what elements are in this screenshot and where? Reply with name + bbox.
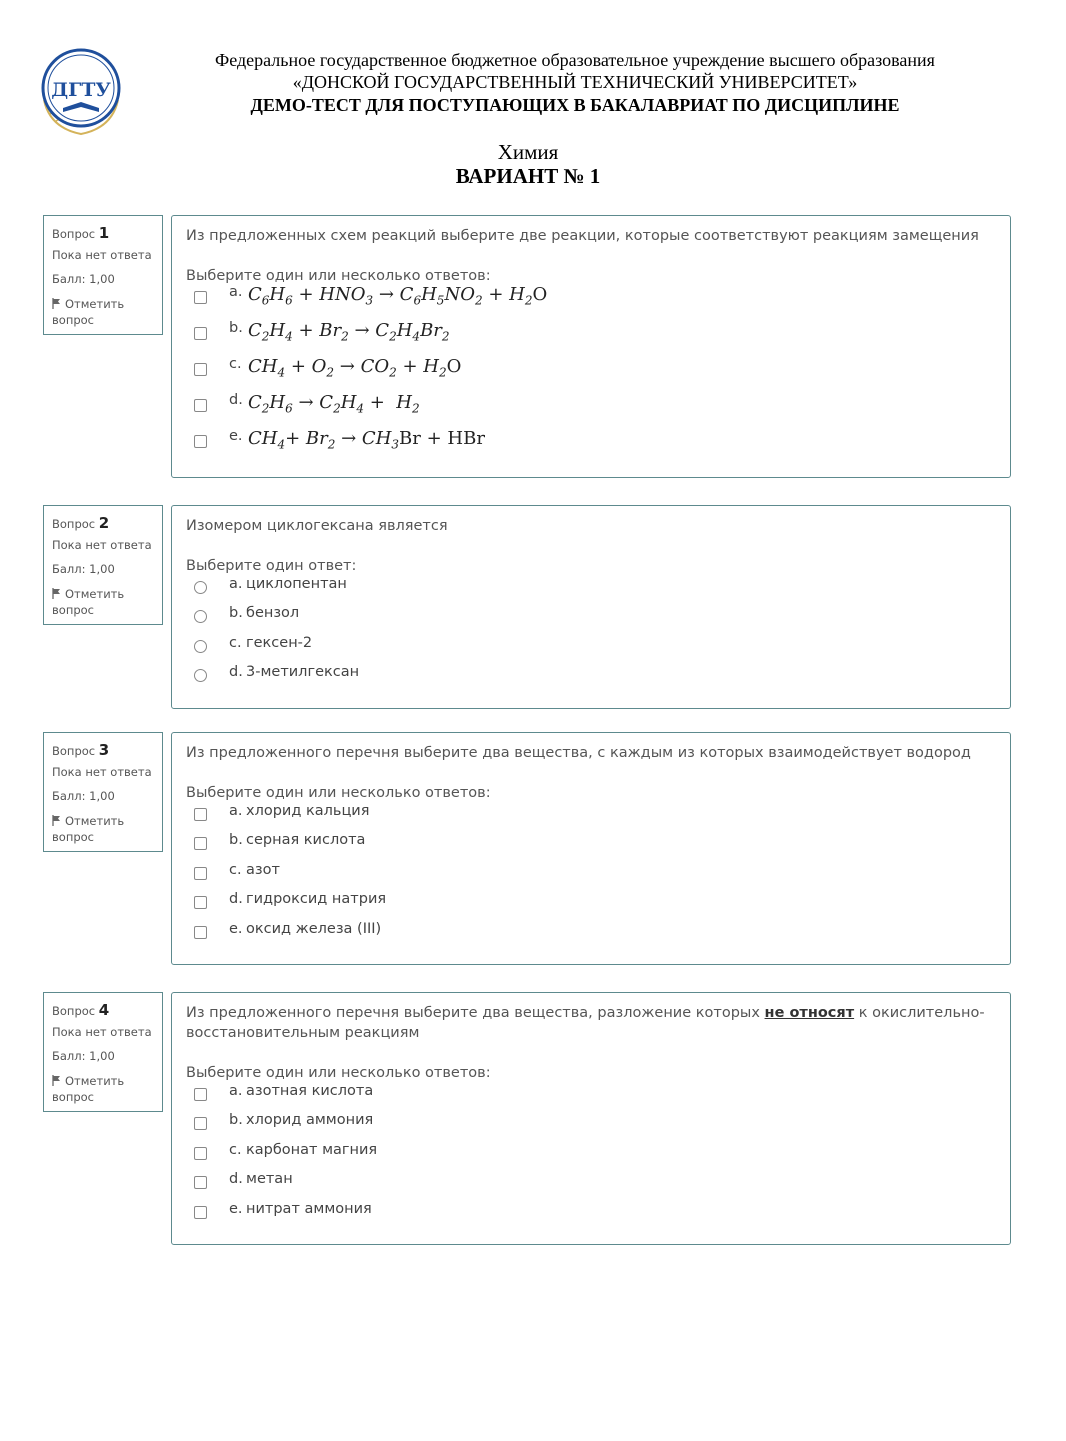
answer-radio[interactable] — [194, 669, 207, 682]
answer-radio[interactable] — [194, 581, 207, 594]
question-text: Изомером циклогексана является — [186, 518, 448, 534]
header-test-title: ДЕМО-ТЕСТ ДЛЯ ПОСТУПАЮЩИХ В БАКАЛАВРИАТ ПО ДИСЦИПЛИНЕ — [250, 95, 900, 115]
answer-checkbox[interactable] — [194, 363, 207, 376]
flag-question-button[interactable]: Отметить вопрос — [52, 587, 125, 617]
reaction-equation: $C_2H_4 + Br_2 \to C_2H_4Br_2$ — [248, 320, 450, 344]
question-info-1 — [43, 215, 163, 335]
question-box-4 — [171, 992, 1011, 1245]
question-text: Из предложенного перечня выберите два вещества, разложение которых не относят к окислительно- восстановительным реакциям — [186, 1005, 985, 1041]
reaction-equation: $CH_4 + O_2 \to CO_2 + H_2O$ — [248, 356, 462, 380]
answer-option-c[interactable]: c. $CH_4 + O_2 \to CO_2 + H_2O$ — [186, 356, 996, 392]
university-logo-icon — [36, 40, 126, 136]
answer-checkbox[interactable] — [194, 1176, 207, 1189]
question-box-1 — [171, 215, 1011, 478]
answer-option-e[interactable]: e. оксид железа (III) — [186, 919, 996, 948]
answer-checkbox[interactable] — [194, 1147, 207, 1160]
question-grade: Балл: 1,00 — [52, 272, 115, 286]
flag-icon — [52, 298, 61, 309]
answer-option-a[interactable]: a. хлорид кальция — [186, 801, 996, 830]
question-grade: Балл: 1,00 — [52, 789, 115, 803]
question-state: Пока нет ответа — [52, 765, 152, 779]
answer-prompt: Выберите один или несколько ответов: — [186, 1065, 491, 1081]
reaction-equation: $C_6H_6 + HNO_3 \to C_6H_5NO_2 + H_2O$ — [248, 284, 548, 308]
answer-checkbox[interactable] — [194, 837, 207, 850]
answer-checkbox[interactable] — [194, 1088, 207, 1101]
answer-option-e[interactable]: e. нитрат аммония — [186, 1199, 996, 1228]
flag-icon — [52, 588, 61, 599]
answer-option-d[interactable]: d. метан — [186, 1169, 996, 1198]
question-state: Пока нет ответа — [52, 538, 152, 552]
answer-checkbox[interactable] — [194, 291, 207, 304]
answer-option-a[interactable]: a. азотная кислота — [186, 1081, 996, 1110]
question-state: Пока нет ответа — [52, 1025, 152, 1039]
answer-option-d[interactable]: d. гидроксид натрия — [186, 889, 996, 918]
question-text: Из предложенного перечня выберите два вещества, с каждым из которых взаимодействует водород — [186, 745, 971, 761]
question-grade: Балл: 1,00 — [52, 562, 115, 576]
answer-option-c[interactable]: c. гексен-2 — [186, 633, 996, 662]
answer-radio[interactable] — [194, 640, 207, 653]
flag-question-button[interactable]: Отметить вопрос — [52, 1074, 125, 1104]
emphasis-text: не относят — [764, 1005, 855, 1021]
answer-option-a[interactable]: a. $C_6H_6 + HNO_3 \to C_6H_5NO_2 + H_2O$ — [186, 284, 996, 320]
question-number: Вопрос 1 — [52, 224, 110, 242]
answer-prompt: Выберите один ответ: — [186, 558, 357, 574]
question-number: Вопрос 2 — [52, 514, 110, 532]
answer-option-d[interactable]: d. 3-метилгексан — [186, 662, 996, 691]
header-university-name: «ДОНСКОЙ ГОСУДАРСТВЕННЫЙ ТЕХНИЧЕСКИЙ УНИВЕРСИТЕТ» — [292, 72, 858, 92]
answer-checkbox[interactable] — [194, 896, 207, 909]
flag-icon — [52, 1075, 61, 1086]
answer-option-b[interactable]: b. бензол — [186, 603, 996, 632]
question-number: Вопрос 3 — [52, 741, 110, 759]
answer-checkbox[interactable] — [194, 399, 207, 412]
answer-option-b[interactable]: b. хлорид аммония — [186, 1110, 996, 1139]
answer-option-a[interactable]: a. циклопентан — [186, 574, 996, 603]
answer-option-b[interactable]: b. $C_2H_4 + Br_2 \to C_2H_4Br_2$ — [186, 320, 996, 356]
question-box-2 — [171, 505, 1011, 709]
flag-icon — [52, 815, 61, 826]
flag-question-button[interactable]: Отметить вопрос — [52, 814, 125, 844]
subject-title: Химия — [497, 140, 559, 164]
answer-checkbox[interactable] — [194, 1206, 207, 1219]
answer-checkbox[interactable] — [194, 327, 207, 340]
flag-question-button[interactable]: Отметить вопрос — [52, 297, 125, 327]
answer-radio[interactable] — [194, 610, 207, 623]
answer-checkbox[interactable] — [194, 808, 207, 821]
answer-option-c[interactable]: c. карбонат магния — [186, 1140, 996, 1169]
question-info-2 — [43, 505, 163, 625]
reaction-equation: $CH_4+ Br_2 \to CH_3Br$ + HBr — [248, 428, 485, 452]
question-grade: Балл: 1,00 — [52, 1049, 115, 1063]
question-state: Пока нет ответа — [52, 248, 152, 262]
variant-title: ВАРИАНТ № 1 — [455, 164, 601, 188]
answer-option-c[interactable]: c. азот — [186, 860, 996, 889]
answer-checkbox[interactable] — [194, 926, 207, 939]
question-number: Вопрос 4 — [52, 1001, 110, 1019]
answer-prompt: Выберите один или несколько ответов: — [186, 268, 491, 284]
question-info-4 — [43, 992, 163, 1112]
question-text: Из предложенных схем реакций выберите две реакции, которые соответствуют реакциям замещения — [186, 228, 979, 244]
answer-option-d[interactable]: d. $C_2H_6 \to C_2H_4 + H_2$ — [186, 392, 996, 428]
answer-checkbox[interactable] — [194, 1117, 207, 1130]
answer-option-b[interactable]: b. серная кислота — [186, 830, 996, 859]
answer-checkbox[interactable] — [194, 435, 207, 448]
answer-checkbox[interactable] — [194, 867, 207, 880]
answer-prompt: Выберите один или несколько ответов: — [186, 785, 491, 801]
question-box-3 — [171, 732, 1011, 965]
header-institution: Федеральное государственное бюджетное образовательное учреждение высшего образования — [215, 50, 935, 70]
question-info-3 — [43, 732, 163, 852]
reaction-equation: $C_2H_6 \to C_2H_4 + H_2$ — [248, 392, 420, 416]
answer-option-e[interactable]: e. $CH_4+ Br_2 \to CH_3Br$ + HBr — [186, 428, 996, 464]
svg-text:ДГТУ: ДГТУ — [51, 79, 111, 101]
